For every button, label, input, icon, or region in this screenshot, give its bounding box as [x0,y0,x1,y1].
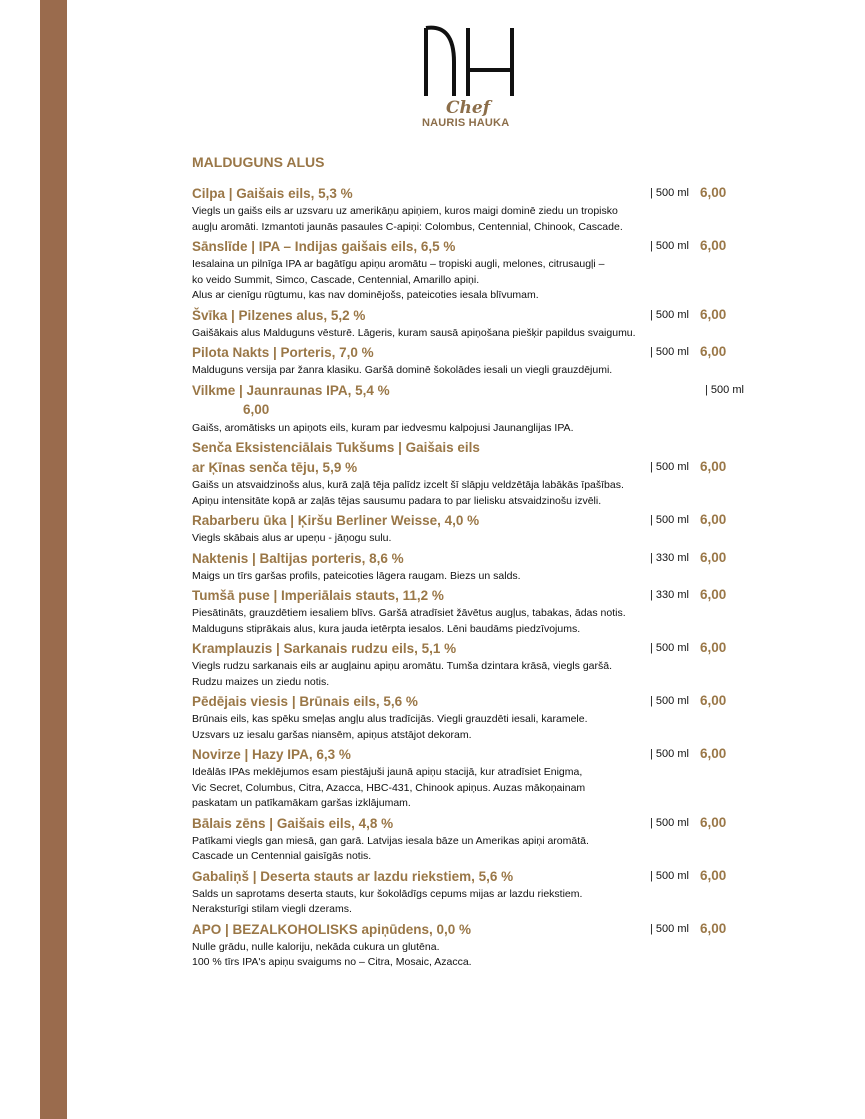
item-name: Švīka | Pilzenes alus, 5,2 % [192,307,366,323]
item-description: Ideālās IPAs meklējumos esam piestājuši jaunā apiņu stacijā, kur atradīsiet Enigma, [192,766,583,778]
item-description: Vic Secret, Columbus, Citra, Azacca, HBC-431, Chinook apiņus. Auzas mākoņainam [192,781,586,794]
item-price: 6,00 [700,512,727,527]
menu-item [192,381,752,437]
logo-name: NAURIS HAUKA [422,117,510,129]
item-name: Kramplauzis | Sarkanais rudzu eils, 5,1 % [192,641,457,656]
item-description: Nulle grādu, nulle kaloriju, nekāda cukura un glutēna. [192,940,440,953]
logo [414,22,524,132]
item-description: Cascade un Centennial gaisīgās notis. [192,850,372,862]
menu-item [192,920,752,971]
item-description: Viegls un gaišs eils ar uzsvaru uz amerikāņu apiņiem, kuros maigi dominē ziedu un tropisko [192,205,618,217]
item-volume: | 500 ml [650,187,689,199]
item-price: 6,00 [700,185,727,200]
item-description: Gaišs un atsvaidzinošs alus, kurā zaļā tēja palīdz izcelt šī slāpju veldzētāja labākās īpašības. [192,479,624,491]
item-description: Piesātināts, grauzdētiem iesaliem blīvs. Garšā atradīsiet žāvētus augļus, tabakas, ādas notis. [192,607,626,619]
item-volume: | 500 ml [650,240,689,252]
item-description: Malduguns versija par žanra klasiku. Garšā dominē šokolādes iesali un viegli grauzdējumi. [192,364,613,376]
item-price: 6,00 [700,920,727,936]
item-description: Iesalaina un pilnīga IPA ar bagātīgu apiņu aromātu – tropiski augli, melones, citrusaugļi – [192,258,605,270]
item-description: Brūnais eils, kas spēku smeļas angļu alus tradīcijās. Viegli grauzdēti iesali, karamele. [192,713,588,725]
menu-item [192,511,752,547]
item-volume: | 500 ml [650,346,689,358]
item-price: 6,00 [700,344,727,359]
item-price: 6,00 [700,814,727,830]
menu-item [192,814,752,865]
item-volume: | 500 ml [650,922,689,935]
item-volume: | 500 ml [650,748,689,760]
menu-item [192,438,752,509]
item-price: 6,00 [700,746,727,761]
item-description: augļu aromāti. Izmantoti jaunās pasaules C-apiņi: Colombus, Centennial, Chinook, Cascade. [192,220,623,233]
item-volume: | 500 ml [650,461,689,473]
section-heading: MALDUGUNS ALUS [192,154,325,170]
item-name-line1: Senča Eksistenciālais Tukšums | Gaišais eils [192,440,480,455]
item-volume: | 500 ml [650,816,689,829]
item-name: Pēdējais viesis | Brūnais eils, 5,6 % [192,694,418,709]
item-price: 6,00 [700,640,727,655]
item-name: Bālais zēns | Gaišais eils, 4,8 % [192,815,394,831]
item-volume: | 330 ml [650,551,689,564]
menu-item [192,867,752,918]
item-volume: | 500 ml [650,695,689,707]
item-description: Neraksturīgi stilam viegli dzerams. [192,903,352,915]
item-name: Sānslīde | IPA – Indijas gaišais eils, 6,5 % [192,239,456,254]
menu-list [192,184,752,973]
menu-item [192,306,752,342]
menu-item [192,343,752,379]
item-volume: | 500 ml [650,642,689,654]
item-volume: | 330 ml [650,589,689,601]
item-price: 6,00 [700,306,727,322]
menu-item [192,586,752,637]
item-price: 6,00 [700,587,727,602]
side-bar [40,0,67,1119]
item-name: Rabarberu ūka | Ķiršu Berliner Weisse, 4,0 % [192,513,480,528]
item-name: Naktenis | Baltijas porteris, 8,6 % [192,550,404,566]
item-name: APO | BEZALKOHOLISKS apiņūdens, 0,0 % [192,921,472,937]
item-name: Pilota Nakts | Porteris, 7,0 % [192,345,374,360]
logo-chef-script: Chef [446,98,491,118]
item-description: Apiņu intensitāte kopā ar zaļās tējas sausumu padara to par lielisku atsvaidzinošu izvēli. [192,494,602,507]
menu-item [192,692,752,743]
item-description: Viegls rudzu sarkanais eils ar augļainu apiņu aromātu. Tumša dzintara krāsā, viegls garšā. [192,660,613,672]
item-volume: | 500 ml [650,308,689,321]
item-price: 6,00 [700,693,727,708]
item-volume: | 500 ml [705,383,744,396]
menu-item [192,639,752,690]
item-name: Vilkme | Jaunraunas IPA, 5,4 % [192,382,390,398]
item-description: 100 % tīrs IPA's apiņu svaigums no – Citra, Mosaic, Azacca. [192,956,472,968]
item-description: Maigs un tīrs garšas profils, pateicoties lāgera raugam. Biezs un salds. [192,569,521,582]
item-name: ar Ķīnas senča tēju, 5,9 % [192,460,358,475]
item-name: Gabaliņš | Deserta stauts ar lazdu riekstiem, 5,6 % [192,868,514,884]
item-volume: | 500 ml [650,869,689,882]
item-price: 6,00 [700,459,727,474]
item-description: Patīkami viegls gan miesā, gan garā. Latvijas iesala bāze un Amerikas apiņi aromātā. [192,834,589,847]
menu-item [192,237,752,304]
item-name: Cilpa | Gaišais eils, 5,3 % [192,186,353,201]
item-price: 6,00 [700,549,727,565]
item-price: 6,00 [243,401,270,417]
menu-item [192,549,752,585]
item-price: 6,00 [700,867,727,883]
item-volume: | 500 ml [650,514,689,526]
item-name: Tumšā puse | Imperiālais stauts, 11,2 % [192,588,444,603]
item-description: Rudzu maizes un ziedu notis. [192,675,330,688]
item-description: Salds un saprotams deserta stauts, kur šokolādīgs cepums mijas ar lazdu riekstiem. [192,887,583,900]
item-description: paskatam un patīkamākam garšas izklājumam. [192,797,411,809]
item-description: ko veido Summit, Simco, Cascade, Centennial, Amarillo apiņi. [192,273,480,286]
menu-item [192,184,752,235]
item-description: Gaišākais alus Malduguns vēsturē. Lāgeris, kuram sausā apiņošana piešķir papildus svaigumu. [192,326,636,339]
item-description: Alus ar cienīgu rūgtumu, kas nav dominējošs, pateicoties iesala blīvumam. [192,289,539,301]
item-name: Novirze | Hazy IPA, 6,3 % [192,747,351,762]
item-description: Viegls skābais alus ar upeņu - jāņogu sulu. [192,532,392,544]
menu-item [192,745,752,812]
item-price: 6,00 [700,238,727,253]
item-description: Malduguns stiprākais alus, kura jauda ietērpta iesalos. Lēni baudāms piedzīvojums. [192,622,581,635]
item-description: Gaišs, aromātisks un apiņots eils, kuram par iedvesmu kalpojusi Jaunanglijas IPA. [192,421,574,434]
item-description: Uzsvars uz iesalu garšas niansēm, apiņus atstājot dekoram. [192,728,472,741]
